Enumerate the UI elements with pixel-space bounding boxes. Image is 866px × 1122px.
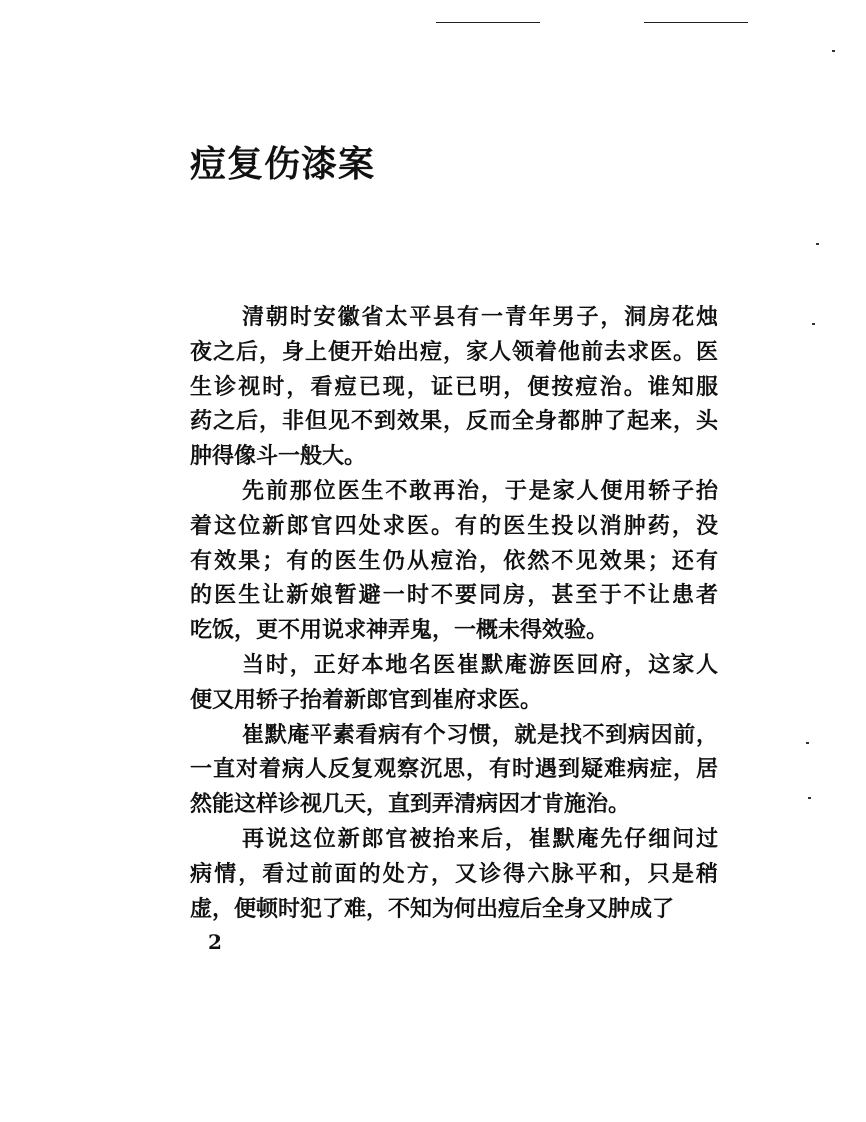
scan-speck <box>812 323 815 325</box>
text-line: 虚，便顿时犯了难，不知为何出痘后全身又肿成了 <box>190 895 675 922</box>
text-line: 着这位新郎官四处求医。有的医生投以消肿药，没 <box>190 512 718 539</box>
header-rule-right <box>644 22 748 23</box>
text-line: 然能这样诊视几天，直到弄清病因才肯施治。 <box>190 791 631 818</box>
text-line: 肿得像斗一般大。 <box>190 443 367 470</box>
text-line: 的医生让新娘暂避一时不要同房，甚至于不让患者 <box>190 582 718 609</box>
text-line: 夜之后，身上便开始出痘，家人领着他前去求医。医 <box>190 338 718 365</box>
header-rule-left <box>436 22 540 23</box>
text-line: 再说这位新郎官被抬来后，崔默庵先仔细问过 <box>242 825 718 852</box>
text-line: 有效果；有的医生仍从痘治，依然不见效果；还有 <box>190 547 718 574</box>
text-line: 病情，看过前面的处方，又诊得六脉平和，只是稍 <box>190 860 718 887</box>
text-line: 崔默庵平素看病有个习惯，就是找不到病因前， <box>242 721 718 748</box>
scan-speck <box>808 797 811 799</box>
text-line: 吃饭，更不用说求神弄鬼，一概未得效验。 <box>190 617 609 644</box>
text-line: 药之后，非但见不到效果，反而全身都肿了起来，头 <box>190 408 718 435</box>
text-line: 一直对着病人反复观察沉思，有时遇到疑难病症，居 <box>190 756 718 783</box>
body-text <box>190 300 718 926</box>
scan-speck <box>832 50 835 52</box>
page-number: 2 <box>208 930 222 954</box>
chapter-title: 痘复伤漆案 <box>190 144 376 185</box>
scan-speck <box>816 243 819 245</box>
text-line: 生诊视时，看痘已现，证已明，便按痘治。谁知服 <box>190 373 718 400</box>
text-line: 先前那位医生不敢再治，于是家人便用轿子抬 <box>242 477 718 504</box>
text-line: 清朝时安徽省太平县有一青年男子，洞房花烛 <box>242 304 718 330</box>
scan-speck <box>806 742 809 744</box>
text-line: 便又用轿子抬着新郎官到崔府求医。 <box>190 686 543 713</box>
text-line: 当时，正好本地名医崔默庵游医回府，这家人 <box>242 651 718 678</box>
